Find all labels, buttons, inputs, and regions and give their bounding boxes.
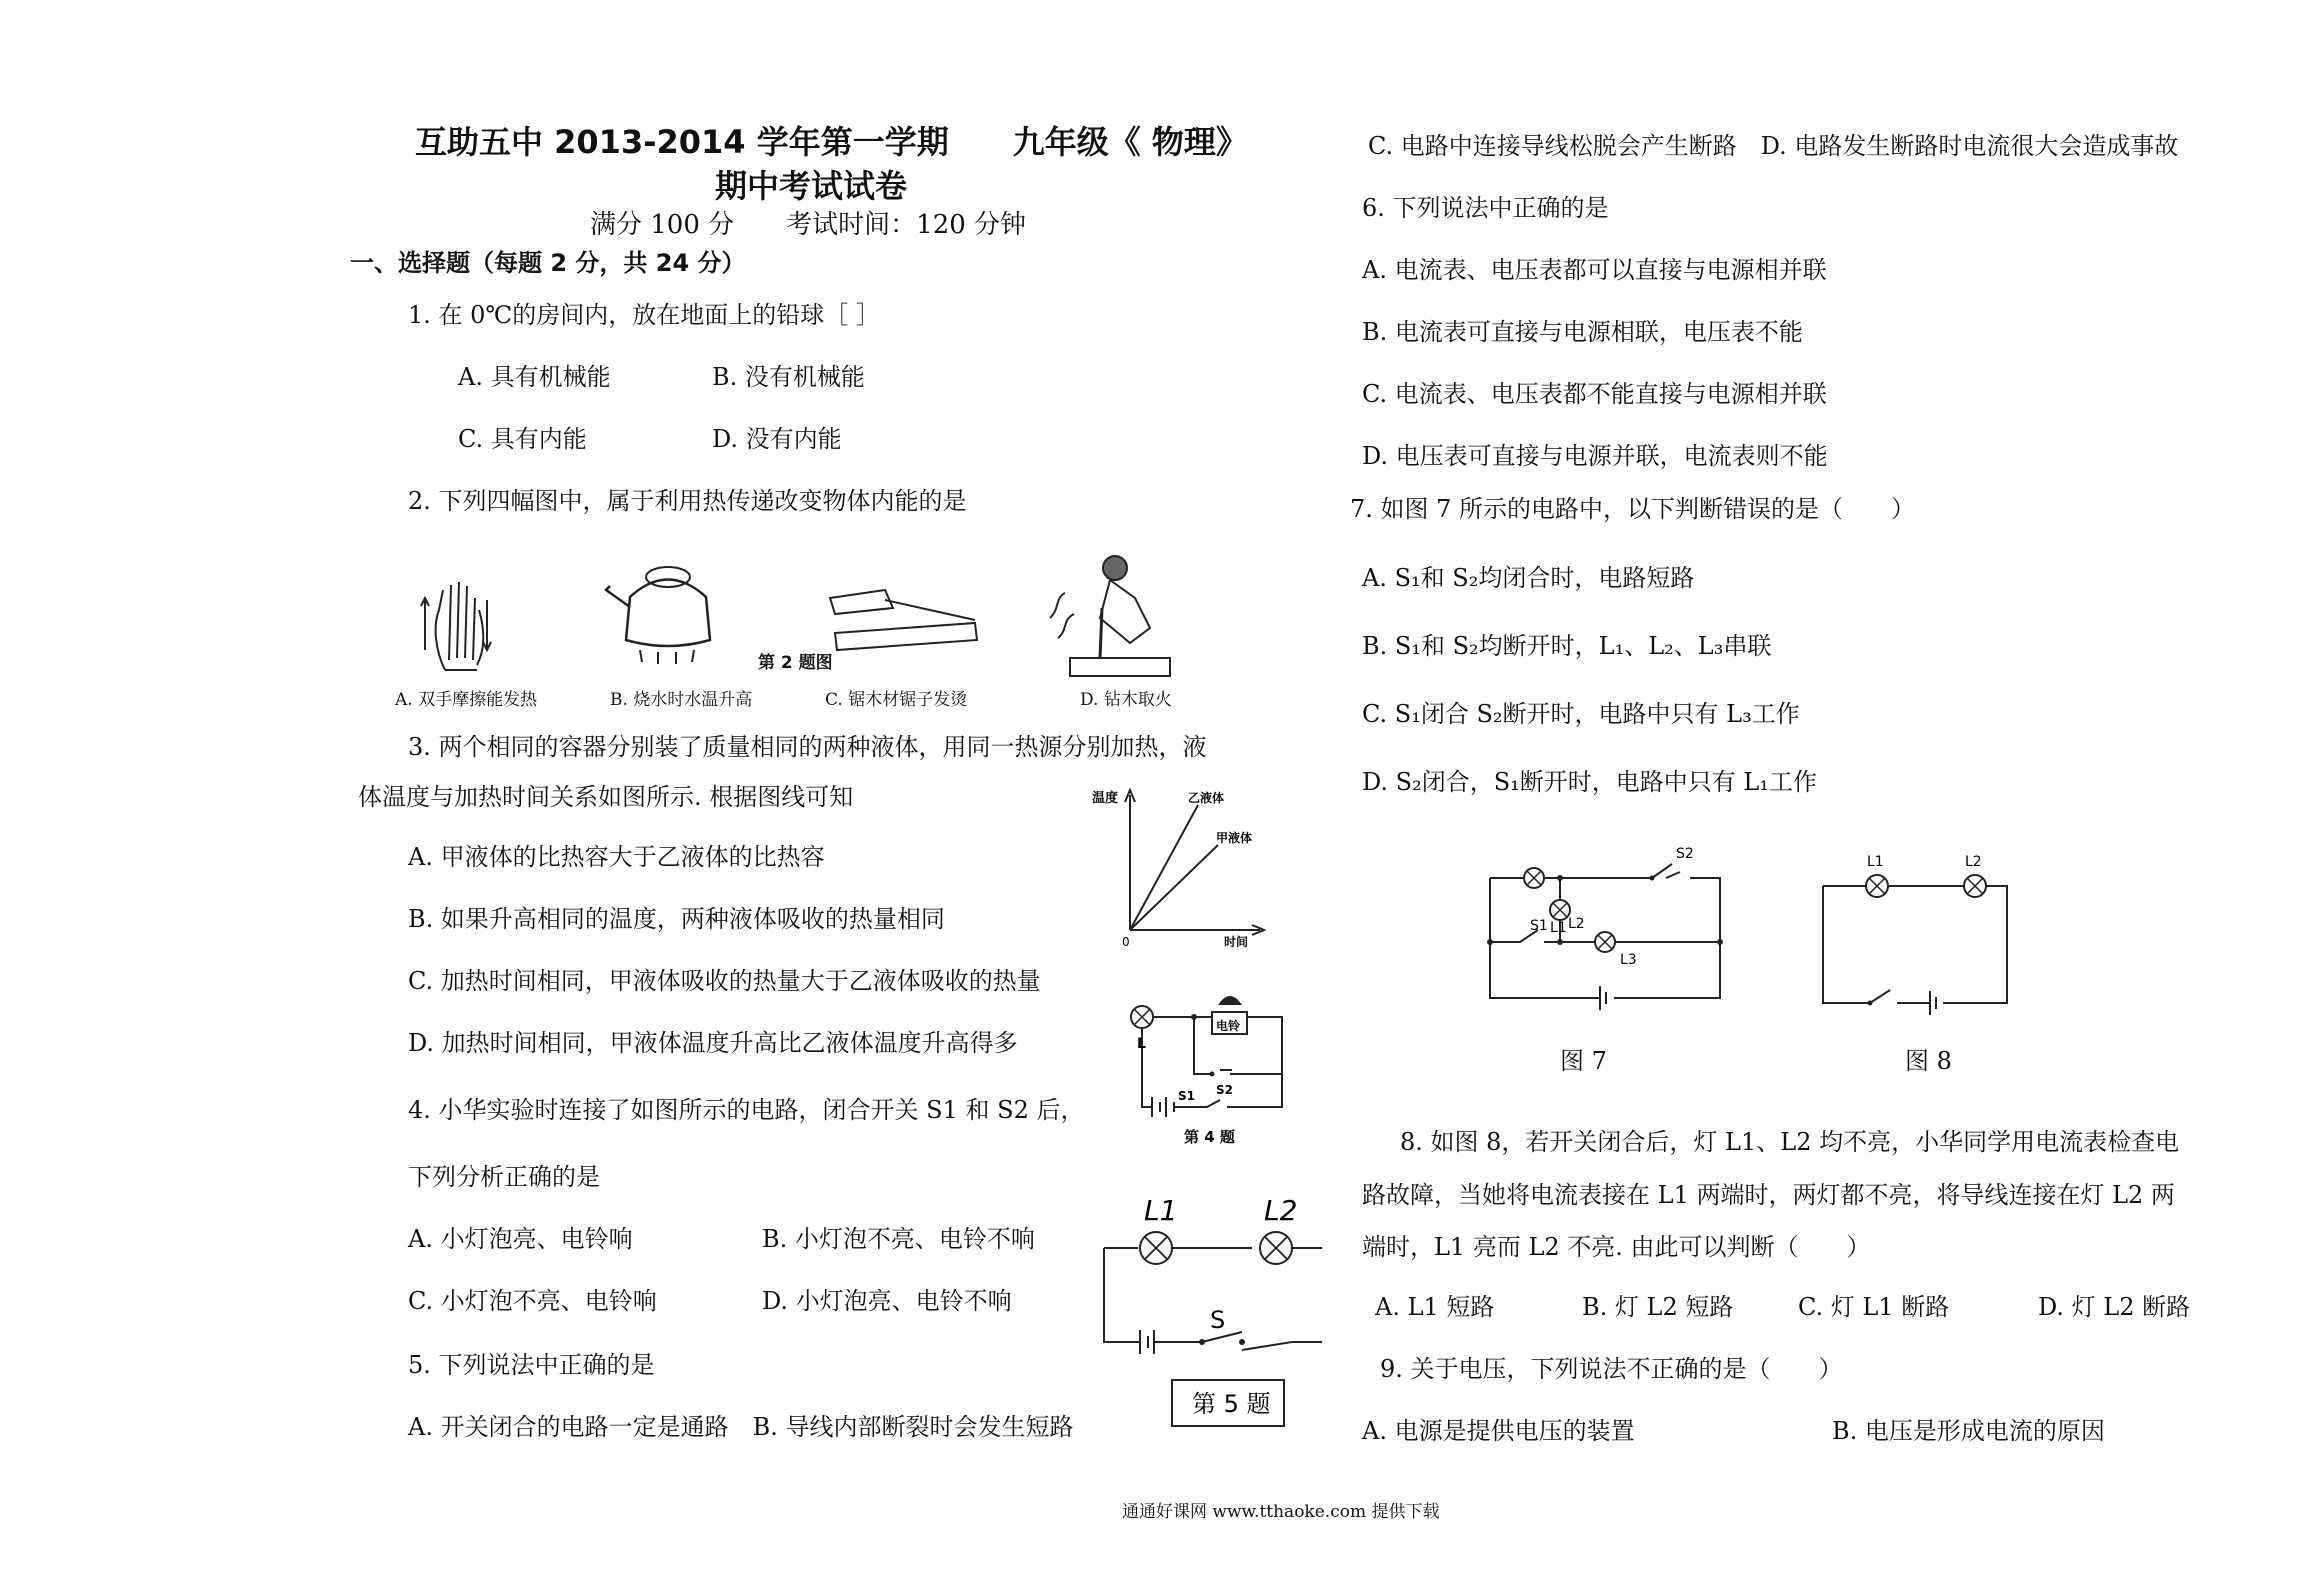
q3-option-c: C. 加热时间相同，甲液体吸收的热量大于乙液体吸收的热量	[408, 967, 1041, 995]
fig7-l2-label: L2	[1568, 916, 1585, 932]
q1-option-a: A. 具有机械能	[458, 363, 611, 391]
q9-option-a: A. 电源是提供电压的装置	[1362, 1417, 1635, 1445]
q4-option-c: C. 小灯泡不亮、电铃响	[408, 1287, 657, 1315]
fig7-s2-label: S2	[1676, 846, 1694, 862]
q4-lamp-label: L	[1137, 1036, 1146, 1052]
figure8-circuit-diagram	[1815, 848, 2015, 1018]
q3-stem-line2: 体温度与加热时间关系如图所示. 根据图线可知	[358, 783, 854, 811]
footer-source: 通通好课网 www.tthaoke.com 提供下载	[1122, 1502, 1440, 1522]
q2-option-c: C. 锯木材锯子发烫	[825, 690, 968, 710]
q4-option-d: D. 小灯泡亮、电铃不响	[762, 1287, 1012, 1315]
q8-stem-line3: 端时，L1 亮而 L2 不亮. 由此可以判断（ ）	[1362, 1233, 1871, 1261]
q1-option-c: C. 具有内能	[458, 425, 587, 453]
exam-meta: 满分 100 分 考试时间：120 分钟	[590, 210, 1027, 240]
q8-stem-line2: 路故障，当她将电流表接在 L1 两端时，两灯都不亮，将导线连接在灯 L2 两	[1362, 1181, 2175, 1209]
q2-figure-caption: 第 2 题图	[758, 653, 833, 673]
section-heading: 一、选择题（每题 2 分，共 24 分）	[350, 249, 746, 277]
q3-temperature-graph	[1080, 780, 1270, 950]
figure7-circuit-diagram	[1480, 838, 1730, 1018]
figure8-caption: 图 8	[1905, 1047, 1952, 1075]
graph-origin: 0	[1122, 935, 1130, 949]
fig7-l3-label: L3	[1620, 952, 1637, 968]
graph-ylabel: 温度	[1092, 791, 1119, 806]
q5-switch-label: S	[1210, 1306, 1226, 1334]
fig7-l1-label: L1	[1550, 920, 1567, 936]
q7-option-d: D. S₂闭合，S₁断开时，电路中只有 L₁工作	[1362, 768, 1817, 796]
q4-option-a: A. 小灯泡亮、电铃响	[408, 1225, 633, 1253]
q1-option-b: B. 没有机械能	[712, 363, 865, 391]
q4-option-b: B. 小灯泡不亮、电铃不响	[762, 1225, 1035, 1253]
q8-option-c: C. 灯 L1 断路	[1798, 1293, 1950, 1321]
q7-option-a: A. S₁和 S₂均闭合时，电路短路	[1362, 564, 1695, 592]
q5-circuit-diagram	[1092, 1182, 1322, 1432]
fig7-s1-label: S1	[1530, 918, 1548, 934]
exam-title: 互助五中 2013-2014 学年第一学期 九年级《 物理》	[415, 123, 1248, 161]
graph-label-yi: 乙液体	[1188, 791, 1225, 805]
q7-stem: 7. 如图 7 所示的电路中，以下判断错误的是（ ）	[1350, 495, 1916, 523]
q5-l2-label: L2	[1264, 1194, 1298, 1227]
q4-s2-label: S2	[1216, 1083, 1233, 1097]
q8-stem-line1: 8. 如图 8，若开关闭合后，灯 L1、L2 均不亮，小华同学用电流表检查电	[1400, 1128, 2180, 1156]
liquid-yi-line	[1130, 805, 1198, 930]
q2-option-a: A. 双手摩擦能发热	[395, 690, 538, 710]
saw-wood-image	[825, 578, 980, 658]
q8-option-a: A. L1 短路	[1375, 1293, 1495, 1321]
figure7-caption: 图 7	[1560, 1047, 1607, 1075]
hands-rubbing-image	[415, 570, 500, 680]
q6-option-b: B. 电流表可直接与电源相联，电压表不能	[1362, 318, 1803, 346]
q4-stem-line1: 4. 小华实验时连接了如图所示的电路，闭合开关 S1 和 S2 后，	[408, 1096, 1085, 1124]
q2-option-b: B. 烧水时水温升高	[610, 690, 753, 710]
q3-option-d: D. 加热时间相同，甲液体温度升高比乙液体温度升高得多	[408, 1029, 1018, 1057]
q8-option-b: B. 灯 L2 短路	[1582, 1293, 1734, 1321]
fig8-l2-label: L2	[1965, 854, 1982, 870]
q6-option-c: C. 电流表、电压表都不能直接与电源相并联	[1362, 380, 1827, 408]
q2-option-d: D. 钻木取火	[1080, 690, 1172, 710]
q9-option-b: B. 电压是形成电流的原因	[1832, 1417, 2105, 1445]
q3-option-a: A. 甲液体的比热容大于乙液体的比热容	[408, 843, 825, 871]
exam-name: 期中考试试卷	[715, 167, 908, 205]
q9-stem: 9. 关于电压，下列说法不正确的是（ ）	[1380, 1355, 1843, 1383]
q7-option-b: B. S₁和 S₂均断开时，L₁、L₂、L₃串联	[1362, 632, 1772, 660]
q1-stem: 1. 在 0℃的房间内，放在地面上的铅球［ ］	[408, 301, 880, 329]
q4-s1-label: S1	[1178, 1089, 1195, 1103]
q4-figure-caption: 第 4 题	[1184, 1128, 1235, 1146]
kettle-image	[600, 552, 725, 667]
graph-label-jia: 甲液体	[1216, 831, 1253, 845]
q5-options-cd: C. 电路中连接导线松脱会产生断路 D. 电路发生断路时电流很大会造成事故	[1368, 132, 2179, 160]
q6-option-d: D. 电压表可直接与电源并联，电流表则不能	[1362, 442, 1828, 470]
q4-bell-label: 电铃	[1216, 1019, 1241, 1033]
q5-figure-caption: 第 5 题	[1192, 1390, 1271, 1418]
graph-xlabel: 时间	[1224, 935, 1249, 949]
q4-circuit-diagram	[1112, 982, 1302, 1152]
q5-options-ab: A. 开关闭合的电路一定是通路 B. 导线内部断裂时会发生短路	[408, 1413, 1074, 1441]
q7-option-c: C. S₁闭合 S₂断开时，电路中只有 L₃工作	[1362, 700, 1800, 728]
q5-stem: 5. 下列说法中正确的是	[408, 1351, 655, 1379]
q6-option-a: A. 电流表、电压表都可以直接与电源相并联	[1362, 256, 1827, 284]
fig8-l1-label: L1	[1867, 854, 1884, 870]
q1-option-d: D. 没有内能	[712, 425, 842, 453]
q4-stem-line2: 下列分析正确的是	[408, 1163, 600, 1191]
q2-stem: 2. 下列四幅图中，属于利用热传递改变物体内能的是	[408, 487, 967, 515]
q5-l1-label: L1	[1144, 1194, 1178, 1227]
q8-option-d: D. 灯 L2 断路	[2038, 1293, 2191, 1321]
q3-option-b: B. 如果升高相同的温度，两种液体吸收的热量相同	[408, 905, 945, 933]
q6-stem: 6. 下列说法中正确的是	[1362, 194, 1609, 222]
drilling-fire-image	[1040, 548, 1180, 683]
liquid-jia-line	[1130, 845, 1218, 930]
q3-stem-line1: 3. 两个相同的容器分别装了质量相同的两种液体，用同一热源分别加热，液	[408, 733, 1207, 761]
